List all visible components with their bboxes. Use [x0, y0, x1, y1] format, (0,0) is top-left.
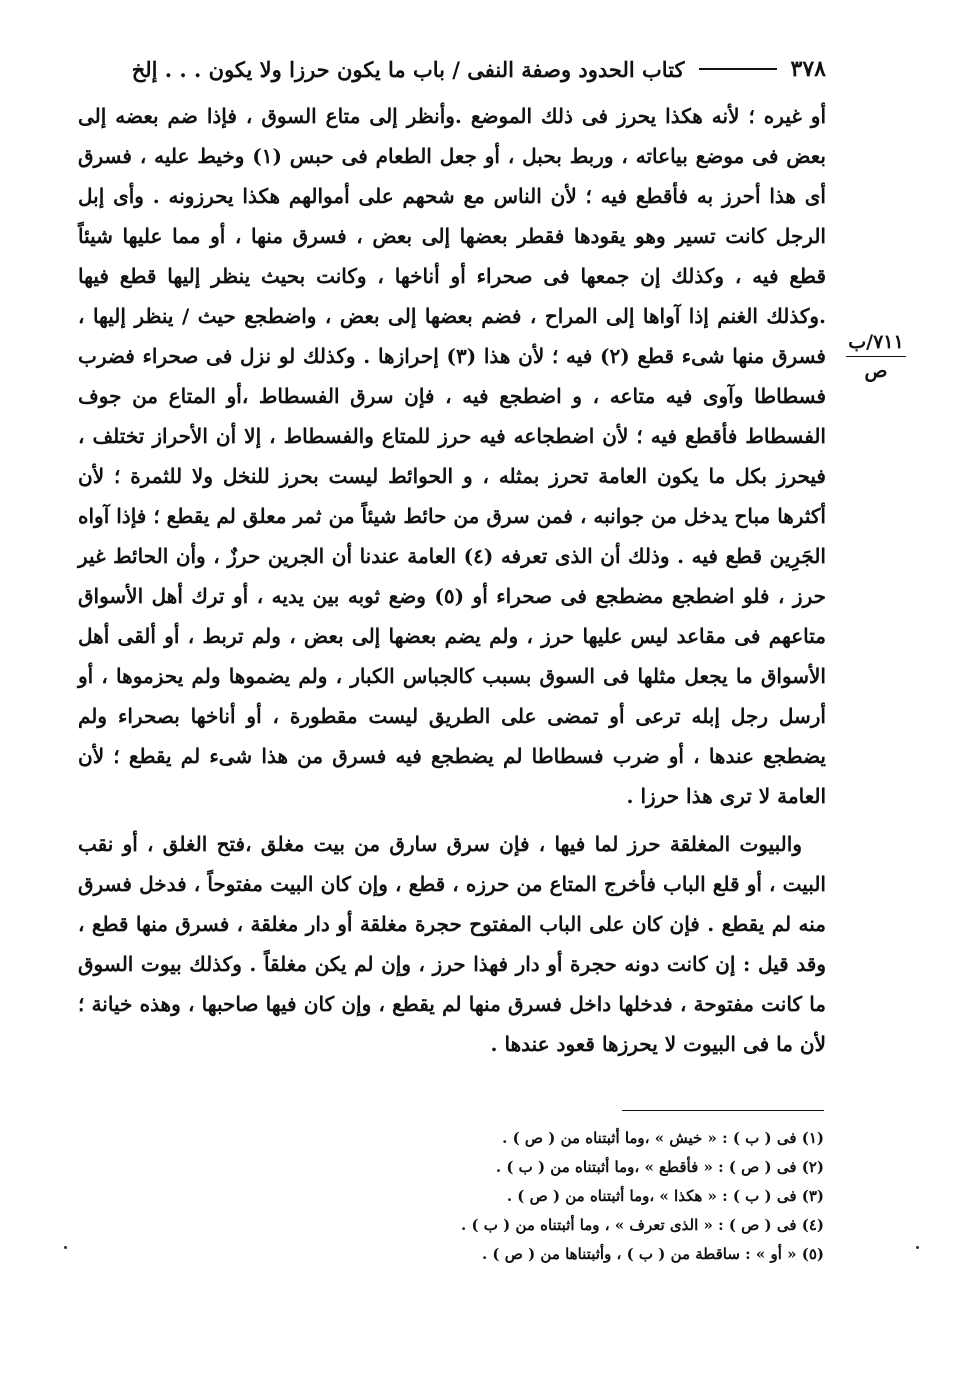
header-rule [699, 68, 777, 70]
paragraph: والبيوت المغلقة حرز لما فيها ، فإن سرق سارق من بيت مغلق ،فتح الغلق ، أو نقب البيت ، أو قلع الباب فأخرج المتاع من حرزه ، قطع ، وإن كان البيت مفتوحاً ، فدخل فسرق منه لم يقطع . فإن كان على الباب المفتوح حجرة مغلقة أو دار مغلقة ، فسرق منها قطع ، وقد قيل : إن كانت دونه حجرة أو دار فهذا حرز ، وإن لم يكن مغلقاً . وكذلك بيوت السوق ما كانت مفتوحة ، فدخلها داخل فسرق منها لم يقطع ، وإن كان فيها صاحبها ، وهذه خيانة ؛ لأن ما فى البيوت لا يحرزها قعود عندها . [78, 832, 826, 1056]
main-text [78, 96, 826, 1064]
page-number: ٣٧٨ [790, 56, 826, 82]
folio-reference: ٧١١/ب [846, 330, 906, 357]
manuscript-folio-note [846, 330, 906, 383]
footnotes [300, 1124, 824, 1269]
footnote: (٤) فى ( ص ) : « الذى تعرف » ، وما أثبتناه من ( ب ) . [461, 1216, 824, 1234]
footnote: (٣) فى ( ب ) : « هكذا » ،وما أثبتناه من ( ص ) . [506, 1187, 824, 1205]
running-header [78, 52, 826, 86]
manuscript-siglum: ص [864, 360, 888, 382]
footnote-separator [622, 1110, 824, 1111]
paragraph: أو غيره ؛ لأنه هكذا يحرز فى ذلك الموضع .وأنظر إلى متاع السوق ، فإذا ضم بعضه إلى بعض فى موضع بياعاته ، وربط بحبل ، أو جعل الطعام فى حبس (١) وخيط عليه ، فسرق أى هذا أحرز به فأقطع فيه ؛ لأن الناس مع شحهم على أموالهم هكذا يحرزونه . وأى إبل الرجل كانت تسير وهو يقودها فقطر بعضها إلى بعض ، فسرق منها ، أو مما عليها شيئاً قطع فيه ، وكذلك إن جمعها فى صحراء أو أناخها ، وكانت بحيث ينظر إليها قطع فيها .وكذلك الغنم إذا آواها إلى المراح ، فضم بعضها إلى بعض ، واضطجع حيث / ينظر إليها ، فسرق منها شىء قطع (٢) فيه ؛ لأن هذا (٣) إحرازها . وكذلك لو نزل فى صحراء فضرب فسطاطا وآوى فيه متاعه ، و اضطجع فيه ، فإن سرق الفسطاط ،أو المتاع من جوف الفسطاط فأقطع فيه ؛ لأن اضطجاعه فيه حرز للمتاع والفسطاط ، إلا أن الأحراز تختلف ، فيحرز بكل ما يكون العامة تحرز بمثله ، و الحوائط ليست بحرز للنخل ولا للثمرة ؛ لأن أكثرها مباح يدخل من جوانبه ، فمن سرق من حائط شيئاً من ثمر معلق لم يقطع ؛ فإذا آواه الجَرِين قطع فيه . وذلك أن الذى تعرفه (٤) العامة عندنا أن الجرين حرزٌ ، وأن الحائط غير حرز ، فلو اضطجع مضطجع فى صحراء أو (٥) وضع ثوبه بين يديه ، أو ترك أهل الأسواق متاعهم فى مقاعد ليس عليها حرز ، ولم يضم بعضها إلى بعض ، ولم تربط ، أو ألقى أهل الأسواق ما يجعل مثلها فى السوق بسبب كالجباس الكبار ، ولم يضموها ولم يحزموها ، أو أرسل رجل إبله ترعى أو تمضى على الطريق ليست مقطورة ، أو أناخها بصحراء ولم يضطجع عندها ، أو ضرب فسطاطا لم يضطجع فيه فسرق من هذا شىء لم يقطع ؛ لأن العامة لا ترى هذا حرزا . [78, 104, 827, 808]
footnote: (٥) « أو » : ساقطة من ( ب ) ، وأثبتناها من ( ص ) . [481, 1245, 824, 1263]
scan-speck [916, 1246, 919, 1249]
footnote: (٢) فى ( ص ) : « فأقطع » ،وما أثبتناه من ( ب ) . [495, 1158, 824, 1176]
running-title: كتاب الحدود وصفة النفى / باب ما يكون حرزا ولا يكون . . . إلخ [131, 56, 685, 82]
footnote: (١) فى ( ب ) : « خيش » ،وما أثبتناه من ( ص ) . [502, 1129, 824, 1147]
scan-speck [64, 1246, 67, 1249]
